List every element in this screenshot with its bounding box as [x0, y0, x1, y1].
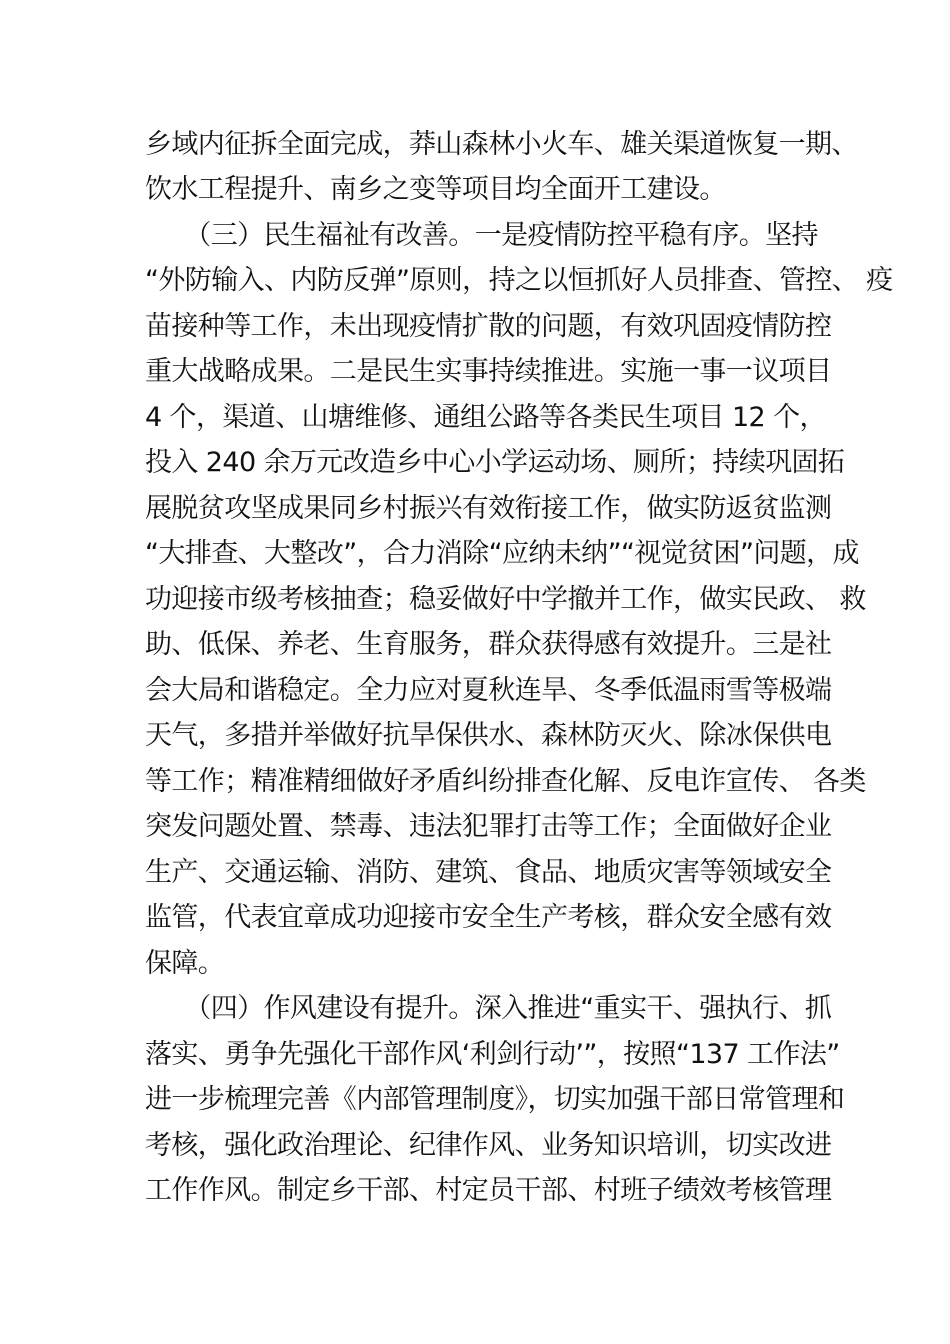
text-line: 重大战略成果。二是民生实事持续推进。实施一事一议项目 [145, 356, 832, 387]
text-line: 天气，多措并举做好抗旱保供水、森林防灭火、除冰保供电 [145, 720, 832, 751]
text-line: 饮水工程提升、南乡之变等项目均全面开工建设。 [145, 174, 726, 205]
text-line: 保障。 [145, 948, 225, 979]
text-line: 会大局和谐稳定。全力应对夏秋连旱、冬季低温雨雪等极端 [145, 675, 832, 706]
text-line: 展脱贫攻坚成果同乡村振兴有效衔接工作，做实防返贫监测 [145, 493, 832, 524]
text-line: 生产、交通运输、消防、建筑、食品、地质灾害等领域安全 [145, 857, 832, 888]
text-line: “大排查、大整改”，合力消除“应纳未纳”“视觉贫困”问题，成 [145, 538, 859, 569]
text-line: 工作作风。制定乡干部、村定员干部、村班子绩效考核管理 [145, 1175, 832, 1206]
text-line: 投入 240 余万元改造乡中心小学运动场、厕所；持续巩固拓 [145, 447, 845, 478]
text-line: 落实、勇争先强化干部作风‘利剑行动’”，按照“137 工作法” [145, 1039, 840, 1070]
text-line: 4 个，渠道、山塘维修、通组公路等各类民生项目 12 个， [145, 402, 826, 433]
section-heading-4: （四）作风建设有提升。深入推进“重实干、强执行、抓 [145, 993, 832, 1024]
text-line: 等工作；精准精细做好矛盾纠纷排查化解、反电诈宣传、 各类 [145, 766, 866, 797]
section-heading-3: （三）民生福祉有改善。一是疫情防控平稳有序。坚持 [145, 220, 818, 251]
text-line: 监管，代表宜章成功迎接市安全生产考核，群众安全感有效 [145, 902, 832, 933]
text-line: “外防输入、内防反弹”原则，持之以恒抓好人员排查、管控、 疫 [145, 265, 893, 296]
text-line: 助、低保、养老、生育服务，群众获得感有效提升。三是社 [145, 629, 832, 660]
text-line: 突发问题处置、禁毒、违法犯罪打击等工作；全面做好企业 [145, 811, 832, 842]
text-line: 进一步梳理完善《内部管理制度》，切实加强干部日常管理和 [145, 1084, 845, 1115]
text-line: 考核，强化政治理论、纪律作风、业务知识培训，切实改进 [145, 1130, 832, 1161]
text-line: 乡域内征拆全面完成，莽山森林小火车、雄关渠道恢复一期、 [145, 129, 858, 160]
text-line: 功迎接市级考核抽查；稳妥做好中学撤并工作，做实民政、 救 [145, 584, 866, 615]
text-line: 苗接种等工作，未出现疫情扩散的问题，有效巩固疫情防控 [145, 311, 832, 342]
